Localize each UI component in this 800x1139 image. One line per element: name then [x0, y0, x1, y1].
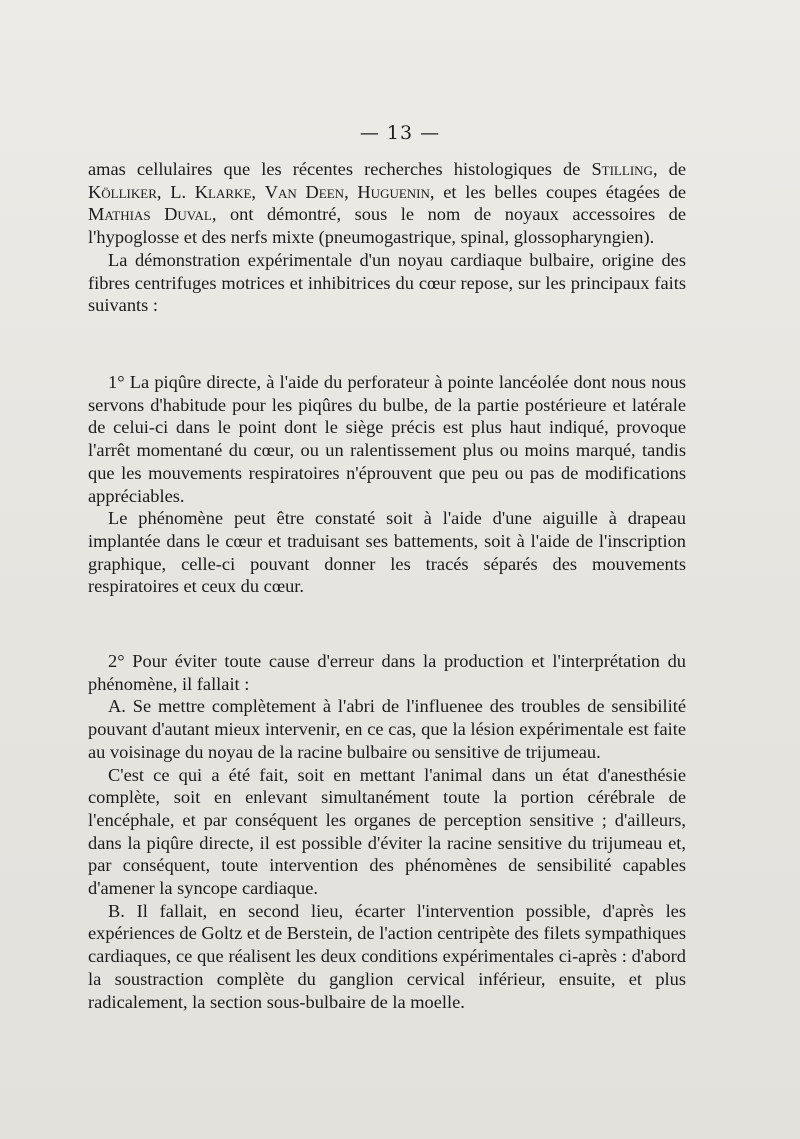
paragraph-condition-b: B. Il fallait, en second lieu, écarter l'intervention possible, d'après les expériences de Goltz et de Berstein, de l'action centripète des filets sympathiques cardiaques, ce que réalisent les deux conditions expérimentales ci-après : d'abord la soustraction complète du ganglion cervical inférieur, ensuite, et plus radicalement, la section sous-bulbaire de la moelle. — [88, 900, 686, 1012]
text-block-middle — [88, 371, 686, 598]
text-block-bottom — [88, 650, 686, 1013]
text-span: , et les belles coupes étagées de — [429, 181, 686, 202]
text-span: , — [344, 181, 358, 202]
text-span: amas cellulaires que les récentes recherches histologiques de — [88, 159, 592, 179]
paragraph-demonstration: La démonstration expérimentale d'un noyau cardiaque bulbaire, origine des fibres centrifuges motrices et inhibitrices du cœur repose, sur les principaux faits suivants : — [88, 249, 686, 316]
page-number: — 13 — — [359, 122, 441, 144]
author-name: Mathias Duval — [88, 204, 212, 225]
text-span: , L. — [156, 181, 195, 202]
author-name: Stilling — [591, 159, 653, 179]
text-span: , ont démontré, sous le nom de noyaux accessoires de l'hypoglosse et des nerfs mixte (pneumogastrique, spinal, glossopharyngien). — [88, 204, 687, 248]
author-name: Huguenin — [357, 181, 430, 202]
paragraph-anesthesia: C'est ce qui a été fait, soit en mettant l'animal dans un état d'anesthésie complète, soit en enlevant simultanément toute la portion cérébrale de l'encéphale, et par conséquent les organes de perception sensitive ; d'ailleurs, dans la piqûre directe, il est possible d'éviter la racine sensitive du trijumeau et, par conséquent, toute intervention des phénomènes de sensibilité capables d'amener la syncope cardiaque. — [88, 764, 686, 899]
paragraph-nuclei — [88, 158, 686, 249]
author-name: Klarke — [194, 181, 252, 202]
paragraph-point-2: 2° Pour éviter toute cause d'erreur dans la production et l'interprétation du phénomène, il fallait : — [88, 651, 686, 694]
paragraph-condition-a: A. Se mettre complètement à l'abri de l'influenee des troubles de sensibilité pouvant d'autant mieux intervenir, en ce cas, que la lésion expérimentale est faite au voisinage du noyau de la racine bulbaire ou sensitive de trijumeau. — [88, 696, 686, 762]
text-span: , de — [652, 159, 686, 179]
author-name: Van Deen — [264, 181, 345, 202]
text-span: , — [251, 181, 265, 202]
author-name: Kölliker — [88, 181, 157, 202]
paragraph-point-1: 1° La piqûre directe, à l'aide du perforateur à pointe lancéolée dont nous nous servons d'habitude pour les piqûres du bulbe, de la partie postérieure et latérale de celui-ci dans le point dont le siège précis est plus haut indiqué, provoque l'arrêt momentané du cœur, ou un ralentissement plus ou moins marqué, tandis que les mouvements respiratoires n'éprouvent que peu ou pas de modifications appréciables. — [88, 372, 686, 506]
text-block-top — [88, 158, 686, 317]
paragraph-phenomenon: Le phénomène peut être constaté soit à l'aide d'une aiguille à drapeau implantée dans le cœur et traduisant ses battements, soit à l'aide de l'inscription graphique, celle-ci pouvant donner les tracés séparés des mouvements respiratoires et ceux du cœur. — [88, 508, 686, 597]
